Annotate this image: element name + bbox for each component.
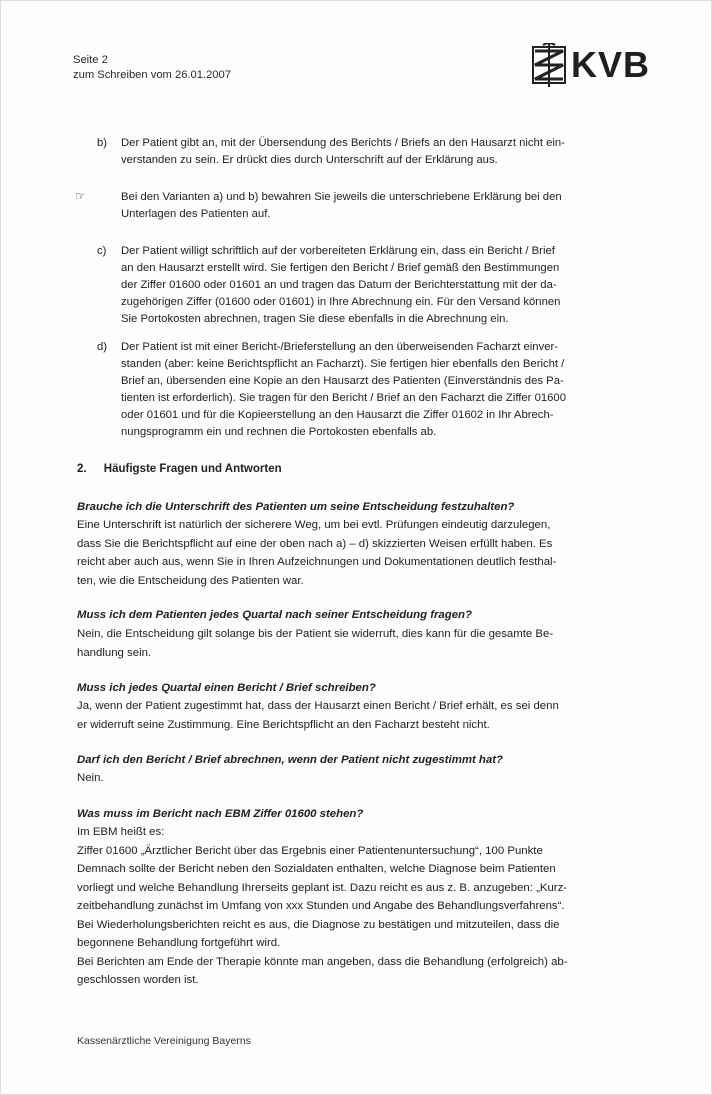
text-line: geschlossen worden ist. [77,974,199,986]
letter-header [73,53,231,83]
text-line: er widerruft seine Zustimmung. Eine Berichtspflicht an den Facharzt besteht nicht. [77,718,490,731]
answer [77,769,643,788]
text-line: begonnene Behandlung fortgeführt wird. [77,937,281,949]
text-line: Nein, die Entscheidung gilt solange bis der Patient sie widerruft, dies kann für die gesamte Be- [77,628,554,640]
text-line: ten, wie die Entscheidung des Patienten war. [77,574,304,587]
text-line: handlung sein. [77,646,152,659]
text-line: Der Patient willigt schriftlich auf der vorbereiteten Erklärung ein, dass ein Bericht / Brief [121,245,555,257]
text-line: Eine Unterschrift ist natürlich der sicherere Weg, um bei evtl. Prüfungen eindeutig darzulegen, [77,519,551,531]
text-line: Demnach sollte der Bericht neben den Sozialdaten enthalten, welche Diagnose beim Patienten [77,863,556,875]
text-line: tienten ist erforderlich). Sie tragen für den Bericht / Brief an den Facharzt die Ziffer 01600 [121,392,566,404]
text-line: Sie Portokosten abrechnen, tragen Sie diese ebenfalls in die Abrechnung ein. [121,313,509,325]
text-line: Bei Berichten am Ende der Therapie könnte man angeben, dass die Behandlung (erfolgreich) ab- [77,955,568,968]
text-line: Im EBM heißt es: [77,826,165,838]
item-text [121,243,635,328]
text-line: Brief an, übersenden eine Kopie an den Hausarzt des Patienten (Einverständnis des Pa- [121,375,564,387]
text-line: nungsprogramm ein und rechnen die Portokosten ebenfalls ab. [121,426,437,438]
answer [77,823,643,990]
answer [77,516,643,590]
text-line: Unterlagen des Patienten auf. [121,208,271,220]
list-item-b [97,135,637,171]
page-footer: Kassenärztliche Vereinigung Bayerns [77,1035,251,1047]
text-line: standen (aber: keine Berichtspflicht an Facharzt). Sie fertigen hier ebenfalls den Bericht / [121,358,565,370]
text-line: Ja, wenn der Patient zugestimmt hat, dass der Hausarzt einen Bericht / Brief erhält, es sei denn [77,700,559,712]
list-item-d [97,339,637,443]
kvb-emblem-icon [529,43,569,87]
item-label: c) [97,245,107,257]
question: Muss ich jedes Quartal einen Bericht / Brief schreiben? [77,682,376,694]
page-number: Seite 2 [73,54,108,66]
list-item-c [97,243,637,331]
item-label: b) [97,137,108,149]
text-line: der Ziffer 01600 oder 01601 an und tragen das Datum der Berichterstattung mit der da- [121,279,557,291]
text-line: reicht aber auch aus, wenn Sie in Ihren Aufzeichnungen und Dokumentationen deutlich festhal- [77,556,557,568]
logo-wordmark: KVB [571,44,651,85]
text-line: zeitbehandlung zunächst im Umfang von xxx Stunden und Angabe des Behandlungsverfahrens“. [77,900,565,912]
section-title: Häufigste Fragen und Antworten [103,463,282,475]
text-line: oder 01601 und für die Kopieerstellung an den Hausarzt die Ziffer 01602 in Ihr Abrech- [121,409,554,421]
text-line: dass Sie die Berichtspflicht auf eine der oben nach a) – d) skizzierten Weisen erfüllt haben. Es [77,537,553,550]
text-line: zugehörigen Ziffer (01600 oder 01601) in Ihre Abrechnung ein. Für den Versand können [121,296,561,308]
text-line: Der Patient ist mit einer Bericht-/Brieferstellung an den überweisenden Facharzt einver- [121,341,559,353]
kvb-logo [529,43,681,87]
text-line: Ziffer 01600 „Ärztlicher Bericht über das Ergebnis einer Patientenuntersuchung“, 100 Punkte [77,844,543,857]
question: Muss ich dem Patienten jedes Quartal nach seiner Entscheidung fragen? [77,609,472,621]
text-line: verstanden zu sein. Er drückt dies durch Unterschrift auf der Erklärung aus. [121,154,498,166]
item-label: d) [97,341,108,353]
question: Brauche ich die Unterschrift des Patienten um seine Entscheidung festzuhalten? [77,501,515,513]
text-line: Der Patient gibt an, mit der Übersendung des Berichts / Briefs an den Hausarzt nicht ein- [121,137,565,149]
answer [77,697,643,734]
question: Darf ich den Bericht / Brief abrechnen, wenn der Patient nicht zugestimmt hat? [77,754,503,766]
section-heading [77,463,282,475]
question: Was muss im Bericht nach EBM Ziffer 01600 stehen? [77,808,364,820]
item-text [121,339,635,441]
note-paragraph [121,189,637,223]
text-line: Bei den Varianten a) und b) bewahren Sie jeweils die unterschriebene Erklärung bei den [121,191,562,203]
answer [77,625,643,662]
item-text [121,135,635,169]
letter-reference: zum Schreiben vom 26.01.2007 [73,69,231,81]
text-line: vorliegt und welche Behandlung Ihrerseits geplant ist. Dazu reicht es aus z. B. anzugeben: „Kurz- [77,881,568,894]
text-line: Nein. [77,772,104,784]
section-number: 2. [77,463,87,475]
pointing-hand-icon: ☞ [75,189,86,203]
text-line: an den Hausarzt erstellt wird. Sie fertigen den Bericht / Brief gemäß den Bestimmungen [121,262,560,274]
text-line: Bei Wiederholungsberichten reicht es aus, die Diagnose zu bestätigen und mitzuteilen, dass die [77,918,560,931]
